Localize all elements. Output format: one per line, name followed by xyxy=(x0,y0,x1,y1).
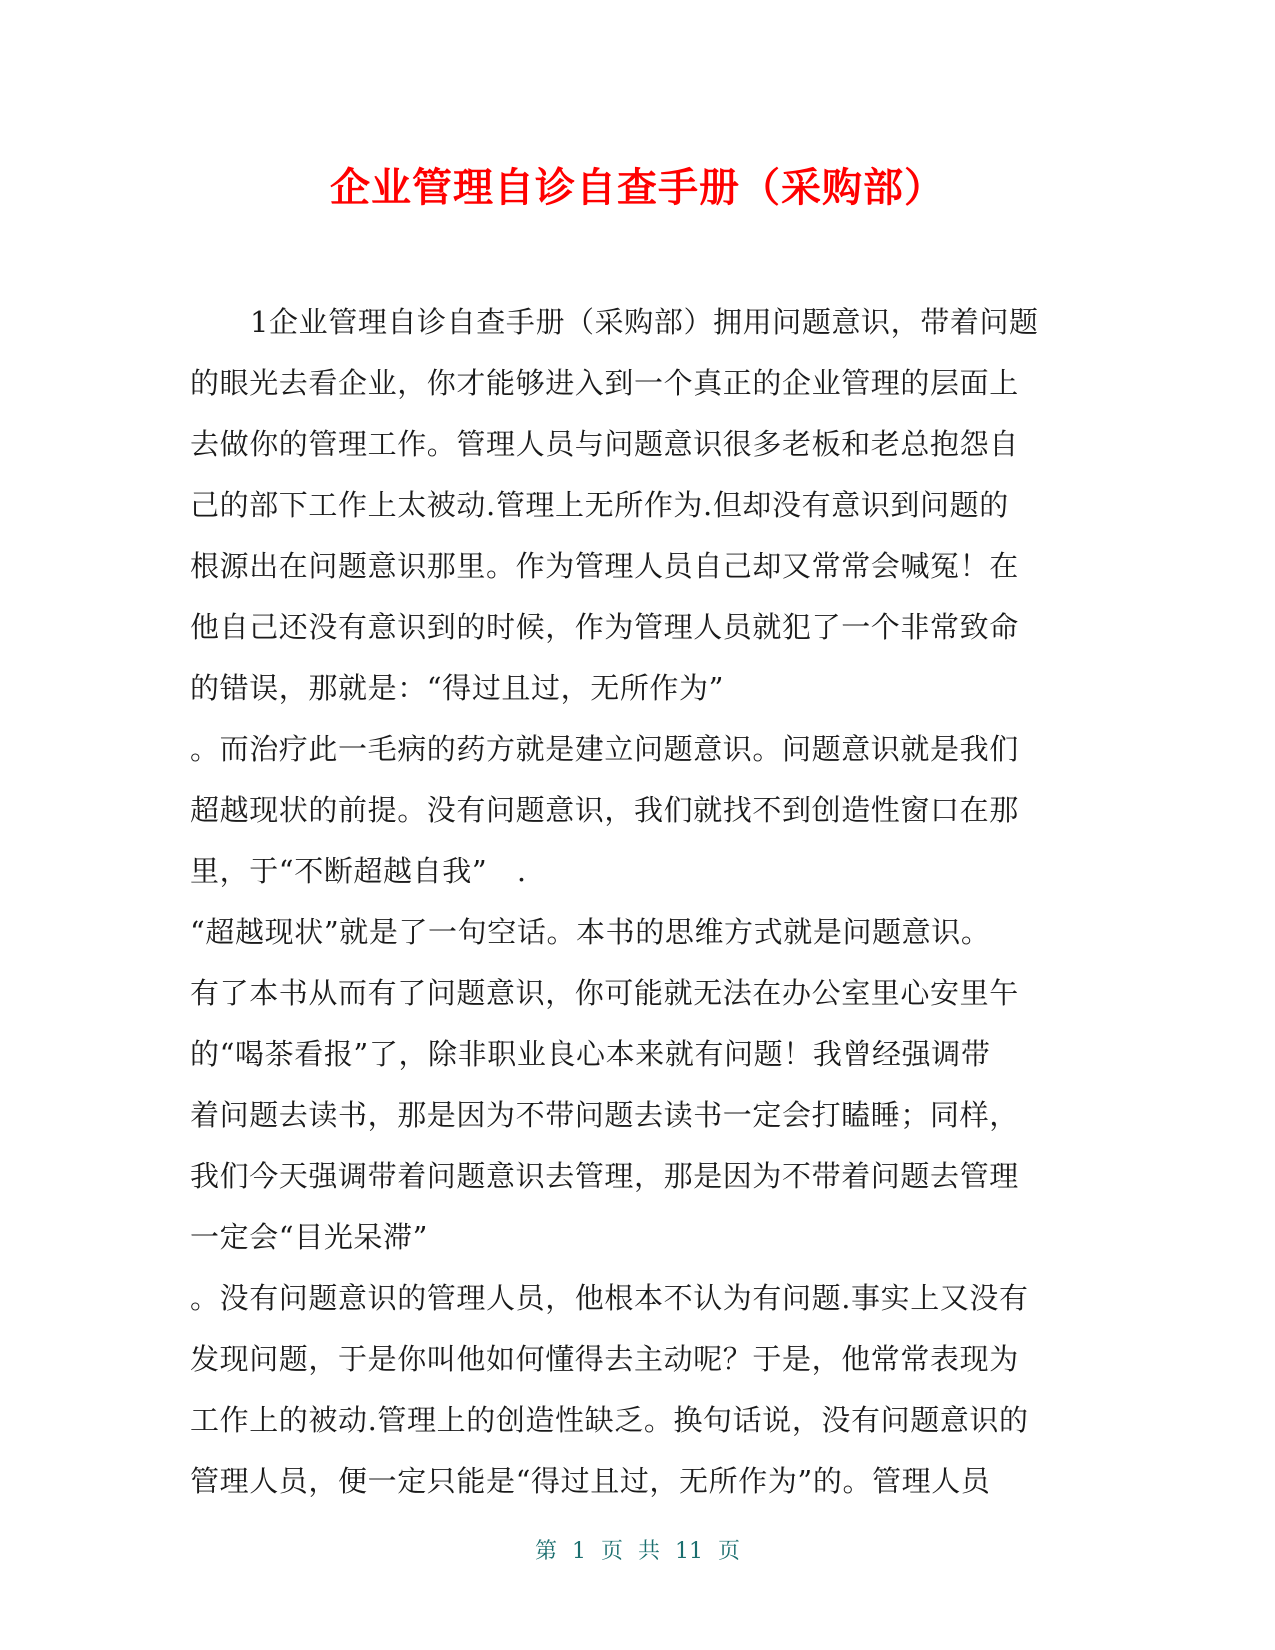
body-line: 超越现状的前提。没有问题意识，我们就找不到创造性窗口在那 xyxy=(190,793,1019,827)
body-line: 发现问题，于是你叫他如何懂得去主动呢？于是，他常常表现为 xyxy=(190,1342,1019,1376)
body-line: 一定会“目光呆滞” xyxy=(190,1220,429,1254)
body-line: 他自己还没有意识到的时候，作为管理人员就犯了一个非常致命 xyxy=(190,610,1019,644)
body-line: 里，于“不断超越自我” . xyxy=(190,854,527,888)
body-line: 1企业管理自诊自查手册（采购部）拥用问题意识，带着问题 xyxy=(250,305,1039,339)
body-line: 的“喝茶看报”了，除非职业良心本来就有问题！我曾经强调带 xyxy=(190,1037,991,1071)
page-title: 企业管理自诊自查手册（采购部） xyxy=(330,165,945,211)
body-line: 去做你的管理工作。管理人员与问题意识很多老板和老总抱怨自 xyxy=(190,427,1019,461)
body-line: 着问题去读书，那是因为不带问题去读书一定会打瞌睡；同样， xyxy=(190,1098,1019,1132)
body-line: 。而治疗此一毛病的药方就是建立问题意识。问题意识就是我们 xyxy=(190,732,1019,766)
body-line: 我们今天强调带着问题意识去管理，那是因为不带着问题去管理 xyxy=(190,1159,1019,1193)
body-line: 管理人员，便一定只能是“得过且过，无所作为”的。管理人员 xyxy=(190,1464,991,1498)
body-text xyxy=(190,292,1090,1512)
body-line: 工作上的被动.管理上的创造性缺乏。换句话说，没有问题意识的 xyxy=(190,1403,1029,1437)
body-line: 有了本书从而有了问题意识，你可能就无法在办公室里心安里午 xyxy=(190,976,1019,1010)
body-line: 的错误，那就是：“得过且过，无所作为” xyxy=(190,671,725,705)
body-line: 的眼光去看企业，你才能够进入到一个真正的企业管理的层面上 xyxy=(190,366,1019,400)
body-line: 根源出在问题意识那里。作为管理人员自己却又常常会喊冤！在 xyxy=(190,549,1019,583)
body-line: 。没有问题意识的管理人员，他根本不认为有问题.事实上又没有 xyxy=(190,1281,1029,1315)
body-line: 己的部下工作上太被动.管理上无所作为.但却没有意识到问题的 xyxy=(190,488,1009,522)
body-line: “超越现状”就是了一句空话。本书的思维方式就是问题意识。 xyxy=(190,915,991,949)
page-footer: 第 1 页 共 11 页 xyxy=(535,1539,740,1564)
